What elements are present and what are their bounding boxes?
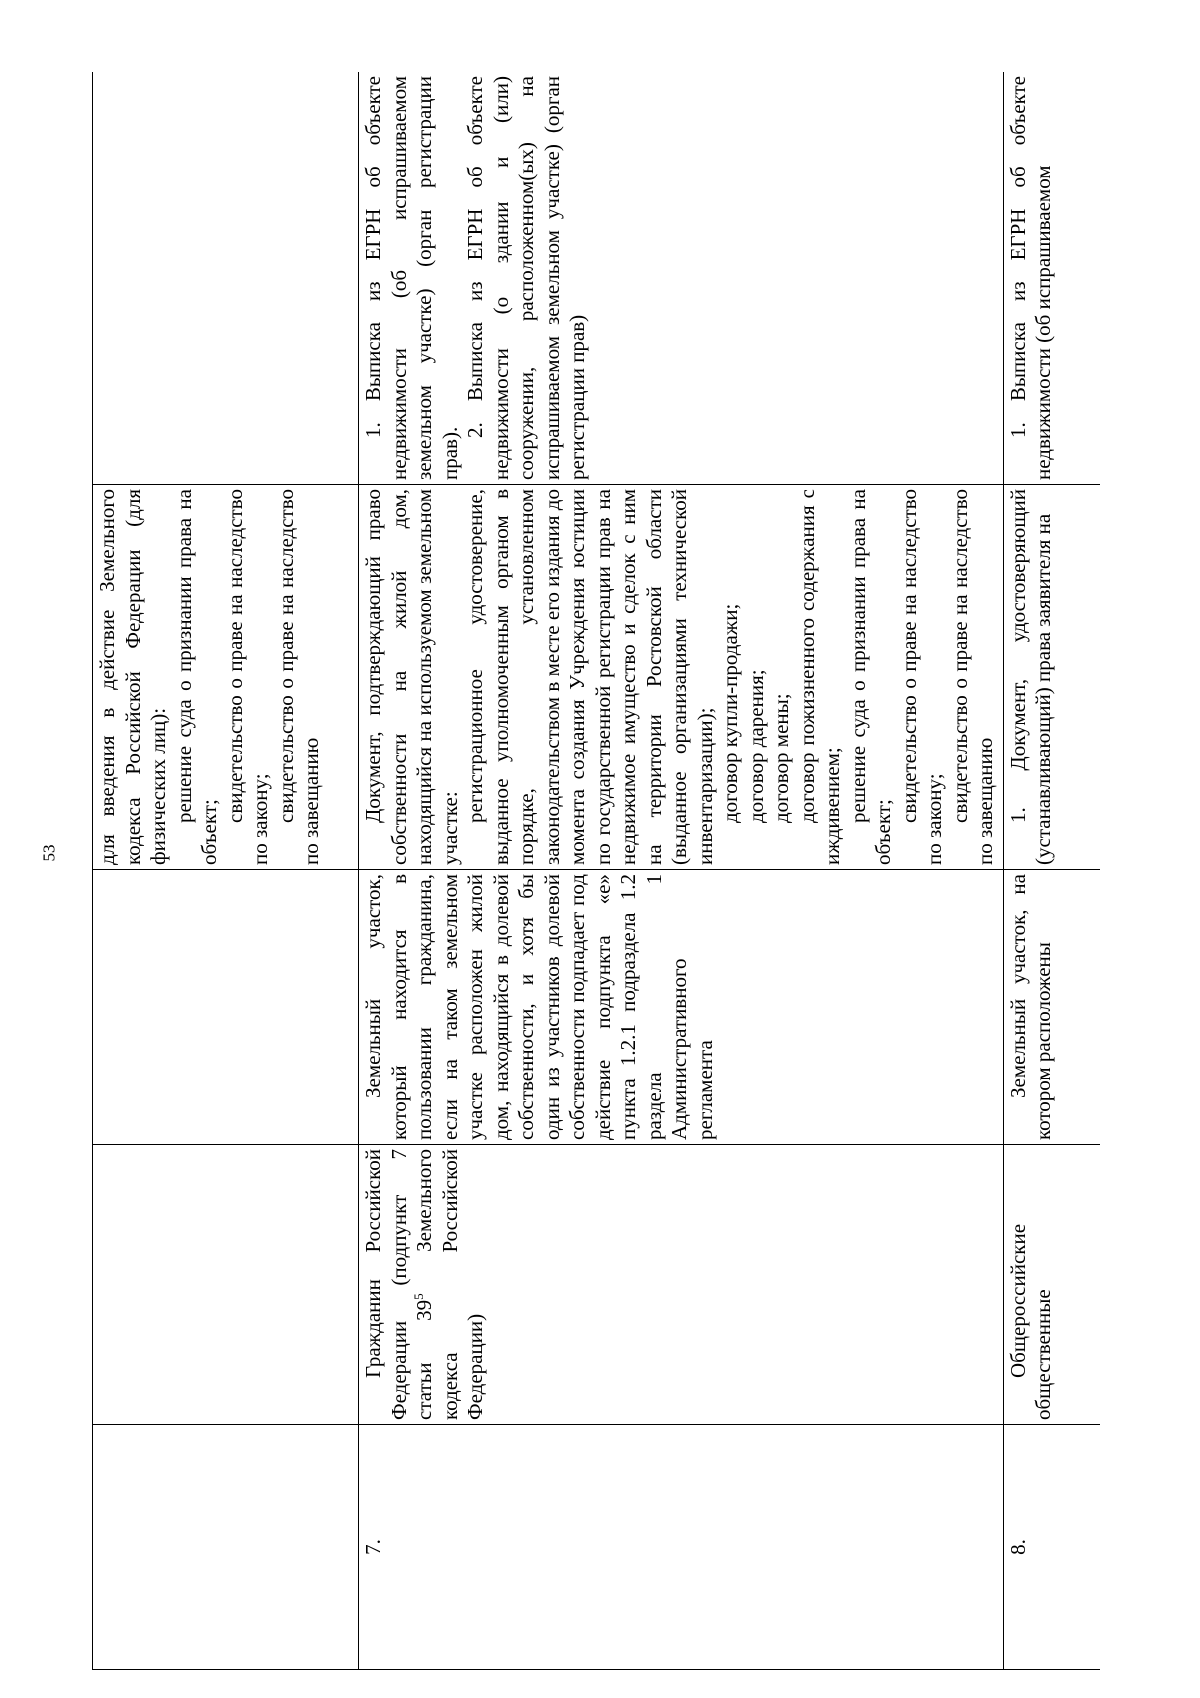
superscript: 5	[411, 1293, 426, 1300]
table-row	[93, 72, 359, 1670]
doc-paragraph: Документ, подтверждающий право собственности на жилой дом, находящийся на используемом земельном участке:	[361, 489, 462, 865]
doc-paragraph: свидетельство о праве на наследство по закону;	[896, 489, 946, 865]
doc-paragraph: свидетельство о праве на наследство по закону;	[222, 489, 272, 865]
table-row	[359, 72, 1004, 1670]
cell-applicant: Общероссийские общественные	[1003, 1145, 1100, 1425]
cell-condition: Земельный участок, который находится в пользовании гражданина, если на таком земельном участке расположен жилой дом, находящийся в долевой собственности, и хотя бы один из участников долевой собственности подпадает под действие подпункта «е» пункта 1.2.1 подраздела 1.2 раздела 1 Административного регламента	[359, 870, 1004, 1145]
cell-doc-applicant: 1. Документ, удостоверяющий (устанавливающий) права заявителя на	[1003, 485, 1100, 870]
cell-doc-agency: 1. Выписка из ЕГРН об объекте недвижимости (об испрашиваемом	[1003, 72, 1100, 485]
cell-doc-agency	[93, 72, 359, 485]
cell-doc-applicant	[359, 485, 1004, 870]
doc-paragraph: 1. Выписка из ЕГРН об объекте недвижимости (об испрашиваемом земельном участке) (орган регистрации прав).	[361, 76, 462, 480]
cell-doc-agency	[359, 72, 1004, 485]
cell-doc-applicant	[93, 485, 359, 870]
doc-paragraph: для введения в действие Земельного кодекса Российской Федерации (для физических лиц):	[95, 489, 170, 865]
doc-paragraph: договор пожизненного содержания с иждивением;	[794, 489, 844, 865]
cell-number: 8.	[1003, 1425, 1100, 1670]
landscape-canvas	[92, 72, 1100, 1670]
doc-paragraph: договор мены;	[769, 693, 793, 823]
doc-paragraph: свидетельство о праве на наследство по завещанию	[273, 489, 323, 865]
document-table	[92, 72, 1100, 1670]
cell-applicant	[93, 1145, 359, 1425]
doc-paragraph: решение суда о признании права на объект;	[845, 489, 895, 865]
cell-number	[93, 1425, 359, 1670]
cell-applicant	[359, 1145, 1004, 1425]
doc-paragraph: регистрационное удостоверение, выданное уполномоченным органом в порядке, установленном законодательством в месте его издания до момента создания Учреждения юстиции по государственной регистрации прав на недвижимое имущество и сделок с ним на территории Ростовской области (выданное организациями технической инвентаризации);	[463, 489, 717, 865]
doc-paragraph: договор купли-продажи;	[718, 603, 742, 823]
doc-paragraph: решение суда о признании права на объект;	[171, 489, 221, 865]
page-number: 53	[39, 844, 58, 862]
cell-number: 7.	[359, 1425, 1004, 1670]
applicant-text: Гражданин Российской Федерации (подпункт 7 статьи 39	[361, 1149, 436, 1420]
doc-paragraph: 2. Выписка из ЕГРН об объекте недвижимости (о здании и (или) сооружении, расположенном(ых) на испрашиваемом земельном участке) (орган регистрации прав)	[463, 76, 589, 480]
table-row	[1003, 72, 1100, 1670]
cell-condition	[93, 870, 359, 1145]
cell-condition: Земельный участок, на котором расположены	[1003, 870, 1100, 1145]
doc-paragraph: свидетельство о праве на наследство по завещанию	[947, 489, 997, 865]
rotated-page	[92, 72, 1100, 1670]
doc-paragraph: договор дарения;	[743, 669, 768, 823]
applicant-text: Земельного кодекса Российской Федерации)	[412, 1149, 487, 1420]
